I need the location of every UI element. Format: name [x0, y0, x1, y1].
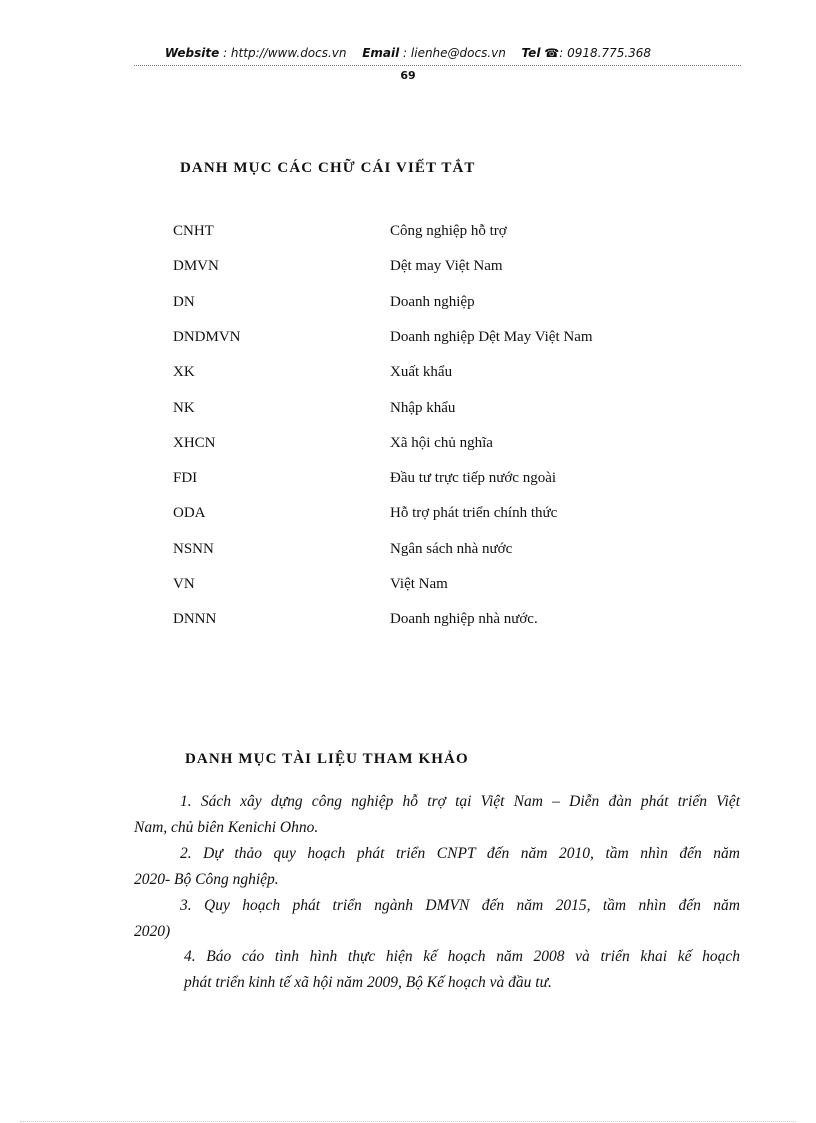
- abbreviation-row: [0, 364, 816, 386]
- abbreviation-row: [0, 611, 816, 633]
- abbreviation-key: XK: [173, 364, 195, 381]
- abbreviation-meaning: Nhập khẩu: [390, 399, 456, 416]
- reference-line-1: 3. Quy hoạch phát triển ngành DMVN đến năm 2015, tầm nhìn đến năm: [180, 897, 740, 914]
- abbreviation-row: [0, 294, 816, 316]
- abbreviation-key: NSNN: [173, 540, 214, 557]
- abbreviation-key: ODA: [173, 505, 206, 522]
- abbreviation-meaning: Xuất khẩu: [390, 364, 453, 381]
- reference-item: [134, 944, 740, 995]
- abbreviation-row: [0, 223, 816, 245]
- abbreviation-meaning: Doanh nghiệp nhà nước.: [390, 611, 538, 628]
- reference-line-2: phát triển kinh tế xã hội năm 2009, Bộ Kế hoạch và đầu tư.: [184, 973, 552, 991]
- header-divider: [134, 65, 741, 66]
- reference-line-1: 2. Dự thảo quy hoạch phát triển CNPT đến năm 2010, tầm nhìn đến năm: [180, 845, 740, 862]
- abbreviation-row: [0, 400, 816, 422]
- abbreviations-title: DANH MỤC CÁC CHỮ CÁI VIẾT TẮT: [180, 160, 476, 176]
- footer-divider: [20, 1121, 796, 1122]
- reference-line-2: Nam, chủ biên Kenichi Ohno.: [134, 818, 319, 836]
- references-title: DANH MỤC TÀI LIỆU THAM KHẢO: [185, 751, 469, 767]
- website-label: Website: [164, 46, 220, 60]
- abbreviation-row: [0, 470, 816, 492]
- abbreviation-key: CNHT: [173, 223, 214, 239]
- abbreviation-row: [0, 435, 816, 457]
- website-value[interactable]: : http://www.docs.vn: [223, 46, 347, 60]
- phone-icon: ☎: [544, 46, 560, 60]
- abbreviation-key: NK: [173, 399, 195, 416]
- abbreviation-meaning: Công nghiệp hỗ trợ: [390, 223, 507, 239]
- tel-label: Tel: [521, 46, 541, 60]
- abbreviation-row: [0, 541, 816, 563]
- abbreviation-meaning: Hỗ trợ phát triển chính thức: [390, 505, 558, 522]
- abbreviation-key: VN: [173, 576, 195, 592]
- abbreviation-meaning: Doanh nghiệp: [390, 293, 475, 310]
- page-number: 69: [400, 69, 416, 82]
- reference-line-2: 2020): [134, 922, 171, 940]
- abbreviation-key: DNNN: [173, 611, 217, 628]
- abbreviation-row: [0, 505, 816, 527]
- abbreviation-key: FDI: [173, 470, 198, 487]
- email-label: Email: [362, 46, 400, 60]
- reference-line-1: 4. Báo cáo tình hình thực hiện kế hoạch năm 2008 và triển khai kế hoạch: [184, 948, 740, 965]
- abbreviation-key: DN: [173, 293, 195, 310]
- abbreviation-key: XHCN: [173, 434, 216, 451]
- reference-item: [134, 789, 740, 840]
- abbreviation-row: [0, 576, 816, 598]
- abbreviation-meaning: Dệt may Việt Nam: [390, 258, 503, 275]
- reference-item: [134, 841, 740, 892]
- reference-line-2: 2020- Bộ Công nghiệp.: [134, 870, 279, 888]
- abbreviation-meaning: Doanh nghiệp Dệt May Việt Nam: [390, 328, 593, 345]
- abbreviation-key: DNDMVN: [173, 328, 241, 345]
- abbreviation-meaning: Đầu tư trực tiếp nước ngoài: [390, 470, 557, 487]
- abbreviation-key: DMVN: [173, 258, 219, 275]
- abbreviation-meaning: Ngân sách nhà nước: [390, 540, 513, 557]
- abbreviation-meaning: Xã hội chủ nghĩa: [390, 434, 493, 451]
- email-value[interactable]: : lienhe@docs.vn: [403, 46, 506, 60]
- reference-line-1: 1. Sách xây dựng công nghiệp hỗ trợ tại Việt Nam – Diễn đàn phát triển Việt: [180, 793, 740, 810]
- reference-item: [134, 893, 740, 944]
- tel-value: : 0918.775.368: [559, 46, 652, 60]
- abbreviation-meaning: Việt Nam: [390, 576, 448, 592]
- abbreviation-row: [0, 329, 816, 351]
- page-header: [0, 46, 816, 60]
- abbreviation-row: [0, 258, 816, 280]
